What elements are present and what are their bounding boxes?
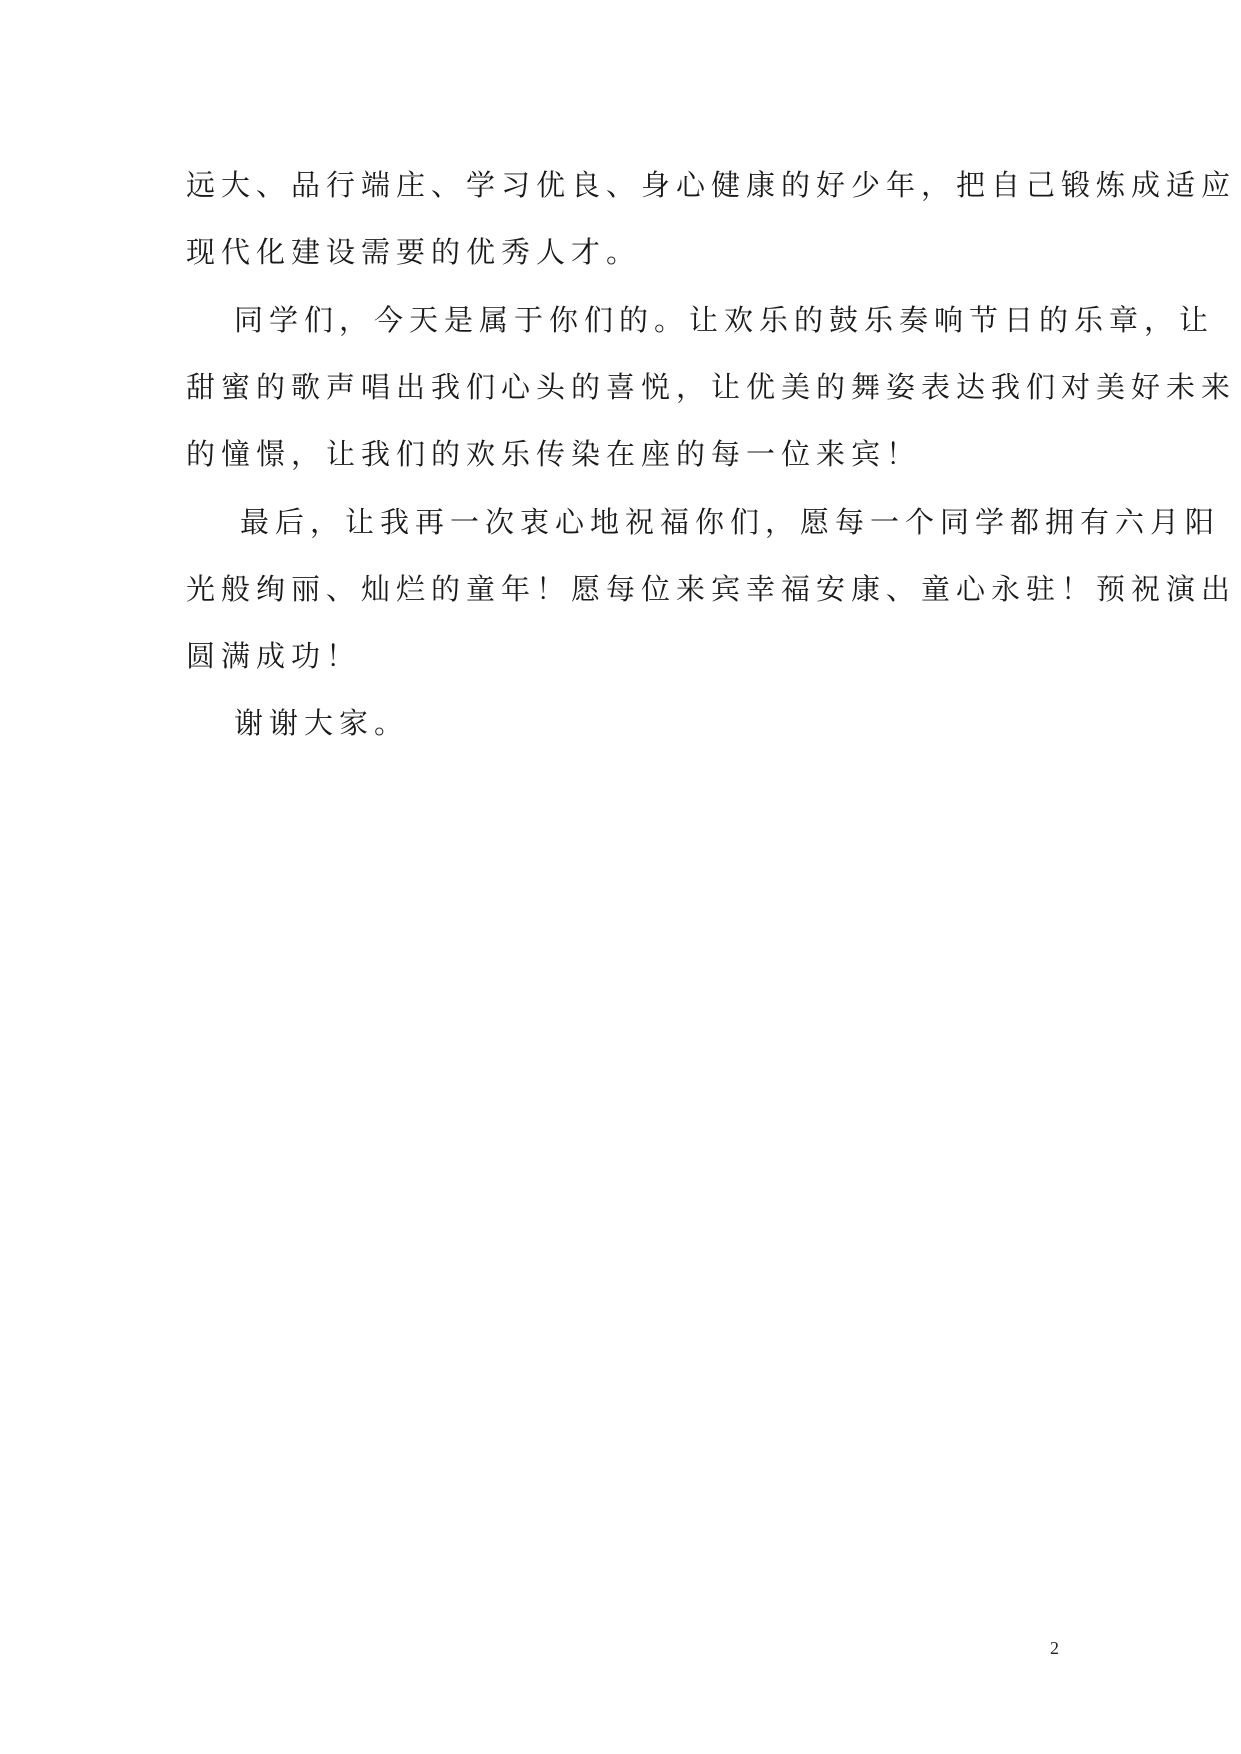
paragraph-4-line-1: 谢谢大家。 — [234, 706, 410, 740]
page-number: 2 — [1050, 1638, 1059, 1658]
paragraph-1-line-1: 远大、品行端庄、学习优良、身心健康的好少年，把自己锻炼成适应 — [186, 168, 1237, 202]
paragraph-3-line-1: 最后，让我再一次衷心地祝福你们，愿每一个同学都拥有六月阳 — [240, 505, 1221, 539]
paragraph-2-line-3: 的憧憬，让我们的欢乐传染在座的每一位来宾！ — [186, 437, 922, 471]
paragraph-3-line-2: 光般绚丽、灿烂的童年！愿每位来宾幸福安康、童心永驻！预祝演出 — [186, 572, 1237, 606]
paragraph-2-line-2: 甜蜜的歌声唱出我们心头的喜悦，让优美的舞姿表达我们对美好未来 — [186, 370, 1237, 404]
paragraph-3-line-3: 圆满成功！ — [186, 639, 362, 673]
paragraph-2-line-1: 同学们，今天是属于你们的。让欢乐的鼓乐奏响节日的乐章，让 — [234, 303, 1215, 337]
paragraph-1-line-2: 现代化建设需要的优秀人才。 — [186, 235, 642, 269]
